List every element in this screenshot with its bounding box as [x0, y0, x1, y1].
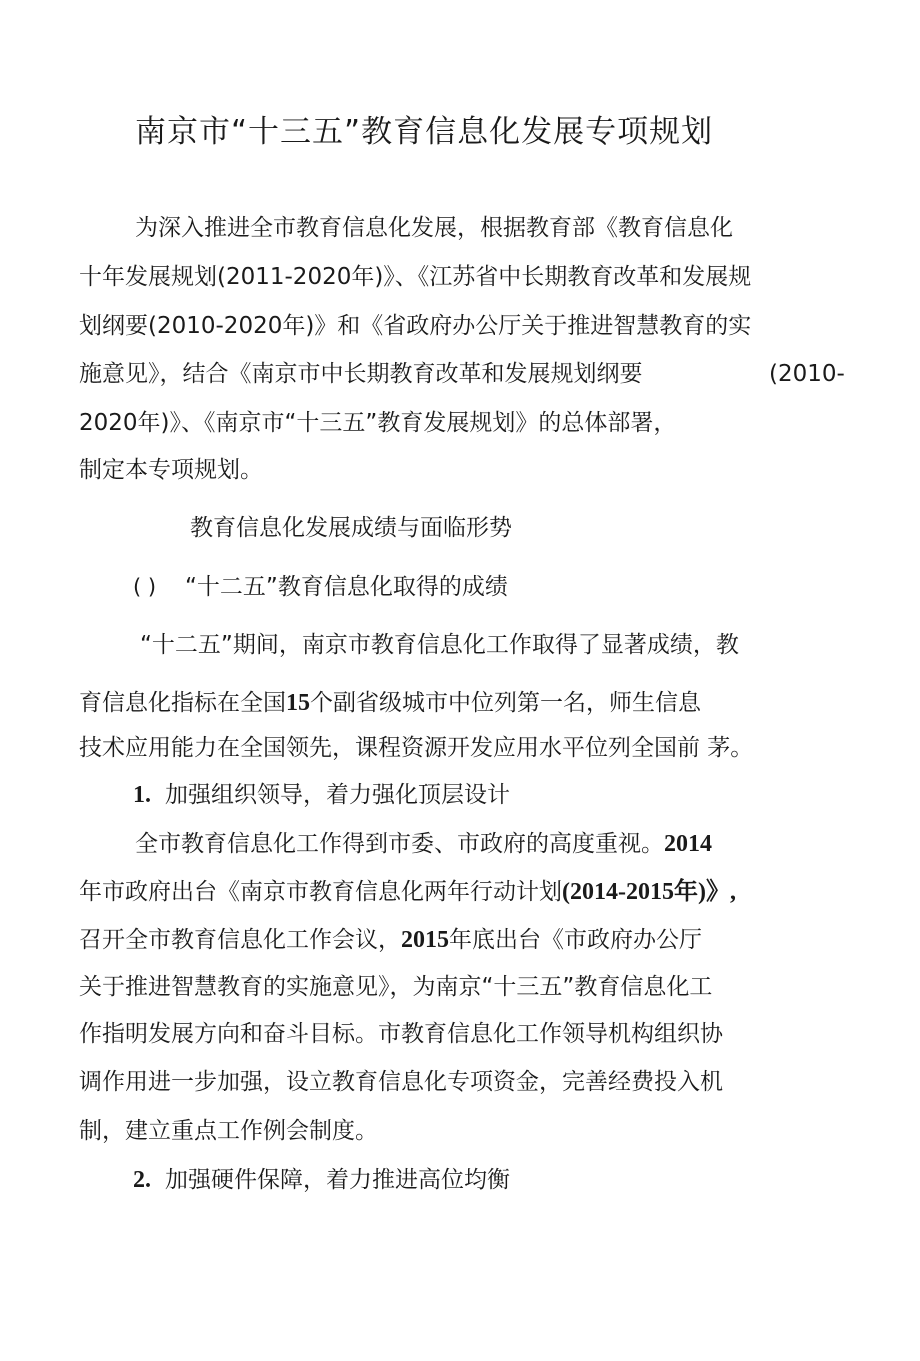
subsection-1-heading: “十二五”教育信息化取得的成绩 — [185, 574, 508, 600]
para2-line-1-num: 2014 — [664, 831, 712, 857]
para2-line-3-b: 年底出台《市政府办公厅 — [449, 927, 702, 953]
para1-line-1: “十二五”期间，南京市教育信息化工作取得了显著成绩，教 — [140, 632, 739, 658]
page-title: 南京市“十三五”教育信息化发展专项规划 — [135, 114, 714, 150]
item-2-heading — [133, 1165, 510, 1195]
para1-line-2-num: 15 — [286, 690, 310, 716]
subsection-1-prefix: ( ) — [133, 575, 157, 599]
para2-line-5: 作指明发展方向和奋斗目标。市教育信息化工作领导机构组织协 — [79, 1021, 723, 1047]
para2-line-3-num: 2015 — [401, 927, 449, 953]
intro-line-5: 2020年)》、《南京市“十三五”教育发展规划》的总体部署， — [79, 410, 677, 436]
para2-line-7: 制，建立重点工作例会制度。 — [79, 1118, 378, 1144]
para2-line-2-a: 年市政府出台《南京市教育信息化两年行动计划 — [79, 879, 562, 905]
para1-line-3: 技术应用能力在全国领先，课程资源开发应用水平位列全国前 茅。 — [79, 735, 754, 761]
para2-line-1 — [135, 829, 712, 859]
section-1-heading: 教育信息化发展成绩与面临形势 — [190, 515, 512, 541]
para2-line-3 — [79, 925, 702, 955]
intro-line-4: 施意见》，结合《南京市中长期教育改革和发展规划纲要 — [79, 361, 643, 387]
para2-line-1-a: 全市教育信息化工作得到市委、市政府的高度重视。 — [135, 831, 664, 857]
item-2-text: 加强硬件保障，着力推进高位均衡 — [165, 1167, 510, 1193]
intro-line-2: 十年发展规划(2011-2020年)》、《江苏省中长期教育改革和发展规 — [79, 264, 752, 290]
intro-line-3: 划纲要(2010-2020年)》和《省政府办公厅关于推进智慧教育的实 — [79, 313, 752, 339]
para2-line-2 — [79, 877, 736, 907]
item-2-number: 2. — [133, 1167, 151, 1193]
para2-line-6: 调作用进一步加强，设立教育信息化专项资金，完善经费投入机 — [79, 1069, 723, 1095]
intro-line-6: 制定本专项规划。 — [79, 457, 263, 483]
intro-line-4-year: (2010- — [769, 361, 845, 387]
para2-line-2-num: (2014-2015年)》, — [562, 879, 736, 905]
para2-line-3-a: 召开全市教育信息化工作会议， — [79, 927, 401, 953]
intro-line-1: 为深入推进全市教育信息化发展，根据教育部《教育信息化 — [135, 215, 733, 241]
para2-line-4: 关于推进智慧教育的实施意见》，为南京“十三五”教育信息化工 — [79, 974, 713, 1000]
item-1-heading — [133, 780, 510, 810]
para1-line-2-b: 个副省级城市中位列第一名，师生信息 — [310, 690, 701, 716]
para1-line-2-a: 育信息化指标在全国 — [79, 690, 286, 716]
item-1-text: 加强组织领导，着力强化顶层设计 — [165, 782, 510, 808]
para1-line-2 — [79, 688, 701, 718]
item-1-number: 1. — [133, 782, 151, 808]
